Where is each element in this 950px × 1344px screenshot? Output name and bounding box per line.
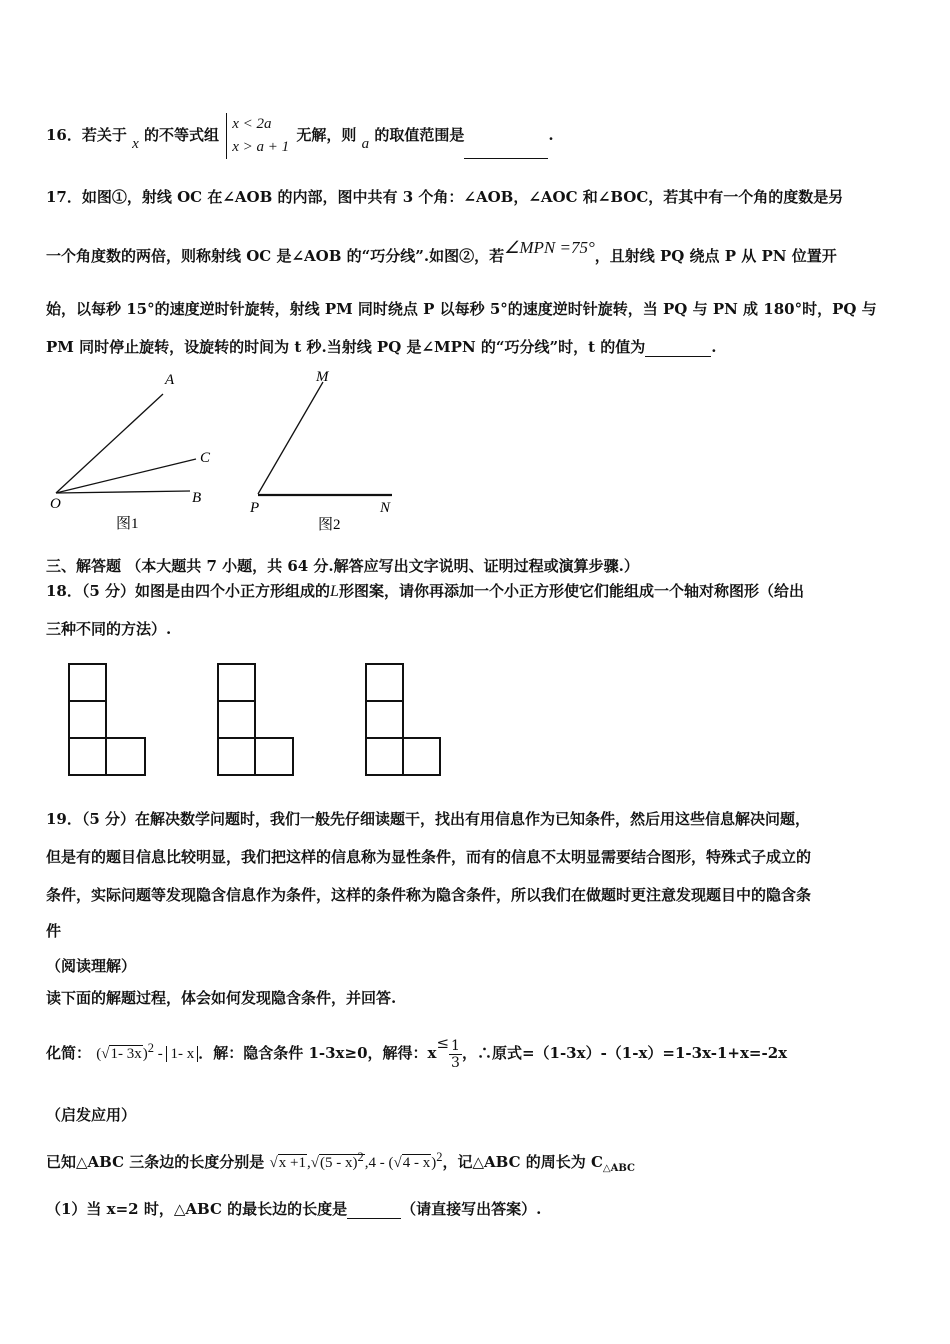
ray-oa: [56, 394, 163, 493]
q19-line-2: 但是有的题目信息比较明显，我们把这样的信息称为显性条件，而有的信息不太明显需要结合图形，特殊式子成立的: [46, 848, 812, 866]
ray-oc: [56, 459, 196, 493]
side-3: 4 - x: [402, 1155, 431, 1171]
label-m: M: [316, 369, 329, 385]
figure-2: [240, 366, 410, 538]
perimeter-subscript: △ABC: [602, 1163, 635, 1174]
ray-pm: [258, 382, 323, 494]
simplify-label: 化简：: [46, 1044, 92, 1062]
section-3-title: 三、解答题 （本大题共 7 小题，共 64 分.解答应写出文字说明、证明过程或演算步骤.）: [46, 557, 639, 575]
q17-line-2a: 一个角度数的两倍，则称射线 OC 是∠AOB 的“巧分线”.如图②，若: [46, 247, 505, 265]
solve-text: ．解：隐含条件 1-3x≥0，解得：x: [198, 1044, 437, 1062]
apply-suffix: ，记△ABC 的周长为 C: [442, 1153, 603, 1171]
inequality-system: [226, 113, 289, 159]
q17-line-4: [46, 336, 717, 357]
l-shape-3: [366, 664, 440, 775]
q16-var-a: a: [361, 136, 370, 152]
letter-l: L: [330, 583, 339, 600]
q19-line-1: 19．（5 分）在解决数学问题时，我们一般先仔细读题干，找出有用信息作为已知条件，然后用这些信息解决问题，: [46, 810, 811, 828]
q18-line-1b: 形图案，请你再添加一个小正方形使它们能组成一个轴对称图形（给出: [338, 582, 804, 600]
side-lengths: √x +1,√(5 - x)$^2$,4 - (√4 - x)$^2$: [269, 1150, 443, 1171]
apply-line: [46, 1142, 635, 1184]
q18-line-1a: 18．（5 分）如图是由四个小正方形组成的: [46, 582, 331, 600]
l-shape-1: [69, 664, 145, 775]
fraction-one-third: [449, 1038, 462, 1071]
figure-2-caption: 图2: [318, 517, 341, 533]
label-n: N: [380, 500, 391, 516]
label-b: B: [192, 490, 202, 506]
label-o: O: [50, 496, 61, 512]
leq-sign: ≤: [436, 1034, 450, 1052]
ray-ob: [56, 491, 190, 493]
fraction-numerator: 1: [451, 1037, 460, 1054]
q17-line-4-text: PM 同时停止旋转，设旋转的时间为 t 秒.当射线 PQ 是∠MPN 的“巧分线”时，t 的值为: [46, 338, 646, 356]
q17-line-3: 始，以每秒 15°的速度逆时针旋转，射线 PM 同时绕点 P 以每秒 5°的速度逆时针旋转，当 PQ 与 PN 成 180°时，PQ 与: [46, 300, 877, 318]
side-1: x +1: [278, 1155, 306, 1171]
angle-mpn: ∠MPN =75°: [504, 238, 595, 257]
q16-mid: 的不等式组: [144, 126, 220, 144]
q19-line-3: 条件，实际问题等发现隐含信息作为条件，这样的条件称为隐含条件，所以我们在做题时更注意发现题目中的隐含条: [46, 886, 812, 904]
question-16: [46, 112, 554, 159]
q16-period: .: [548, 126, 554, 144]
q17-period: .: [711, 338, 717, 356]
figure-1: [40, 368, 230, 538]
q17-line-2: [46, 236, 837, 276]
side-3-prefix: 4 -: [368, 1155, 389, 1171]
simplify-line: [46, 1022, 787, 1080]
answer-blank[interactable]: [645, 338, 711, 357]
label-a: A: [165, 372, 175, 388]
reading-intro: 读下面的解题过程，体会如何发现隐含条件，并回答.: [46, 989, 397, 1007]
answer-blank[interactable]: [347, 1200, 401, 1219]
q16-after-system: 无解，则: [296, 126, 357, 144]
absolute-value: 1- x: [166, 1046, 198, 1062]
label-c: C: [200, 450, 211, 466]
part-1-text: （1）当 x=2 时，△ABC 的最长边的长度是: [46, 1200, 348, 1218]
result-text: ，∴原式=（1-3x）-（1-x）=1-3x-1+x=-2x: [461, 1044, 788, 1062]
l-shape-figures: [60, 656, 460, 786]
label-p: P: [250, 500, 260, 516]
q16-prefix: 16．若关于: [46, 126, 127, 144]
side-2: 5 - x: [324, 1155, 353, 1171]
q16-suffix: 的取值范围是: [374, 126, 465, 144]
q17-line-2b: ，且射线 PQ 绕点 P 从 PN 位置开: [594, 247, 837, 265]
radicand: 1- 3x: [110, 1046, 142, 1062]
q16-var-x: x: [132, 136, 139, 152]
inequality-2: x > a + 1: [232, 139, 290, 155]
inequality-1: x < 2a: [232, 116, 272, 132]
part-1: [46, 1198, 541, 1219]
q18-line-2: 三种不同的方法）.: [46, 620, 172, 638]
apply-prefix: 已知△ABC 三条边的长度分别是: [46, 1153, 265, 1171]
q19-line-4: 件: [46, 922, 62, 940]
part-1-end: （请直接写出答案）.: [401, 1200, 542, 1218]
minus-sign: -: [153, 1046, 167, 1062]
l-shape-2: [218, 664, 293, 775]
q18-line-1: [46, 580, 804, 601]
fraction-denominator: 3: [451, 1054, 460, 1071]
q17-line-1: 17．如图①，射线 OC 在∠AOB 的内部，图中共有 3 个角：∠AOB，∠AOC 和∠BOC，若其中有一个角的度数是另: [46, 188, 844, 206]
apply-title: （启发应用）: [46, 1106, 137, 1124]
reading-title: （阅读理解）: [46, 957, 137, 975]
answer-blank[interactable]: [464, 112, 548, 159]
simplify-expression: (√1- 3x)$^2$ - 1- x: [96, 1046, 198, 1062]
figure-1-caption: 图1: [116, 516, 139, 532]
